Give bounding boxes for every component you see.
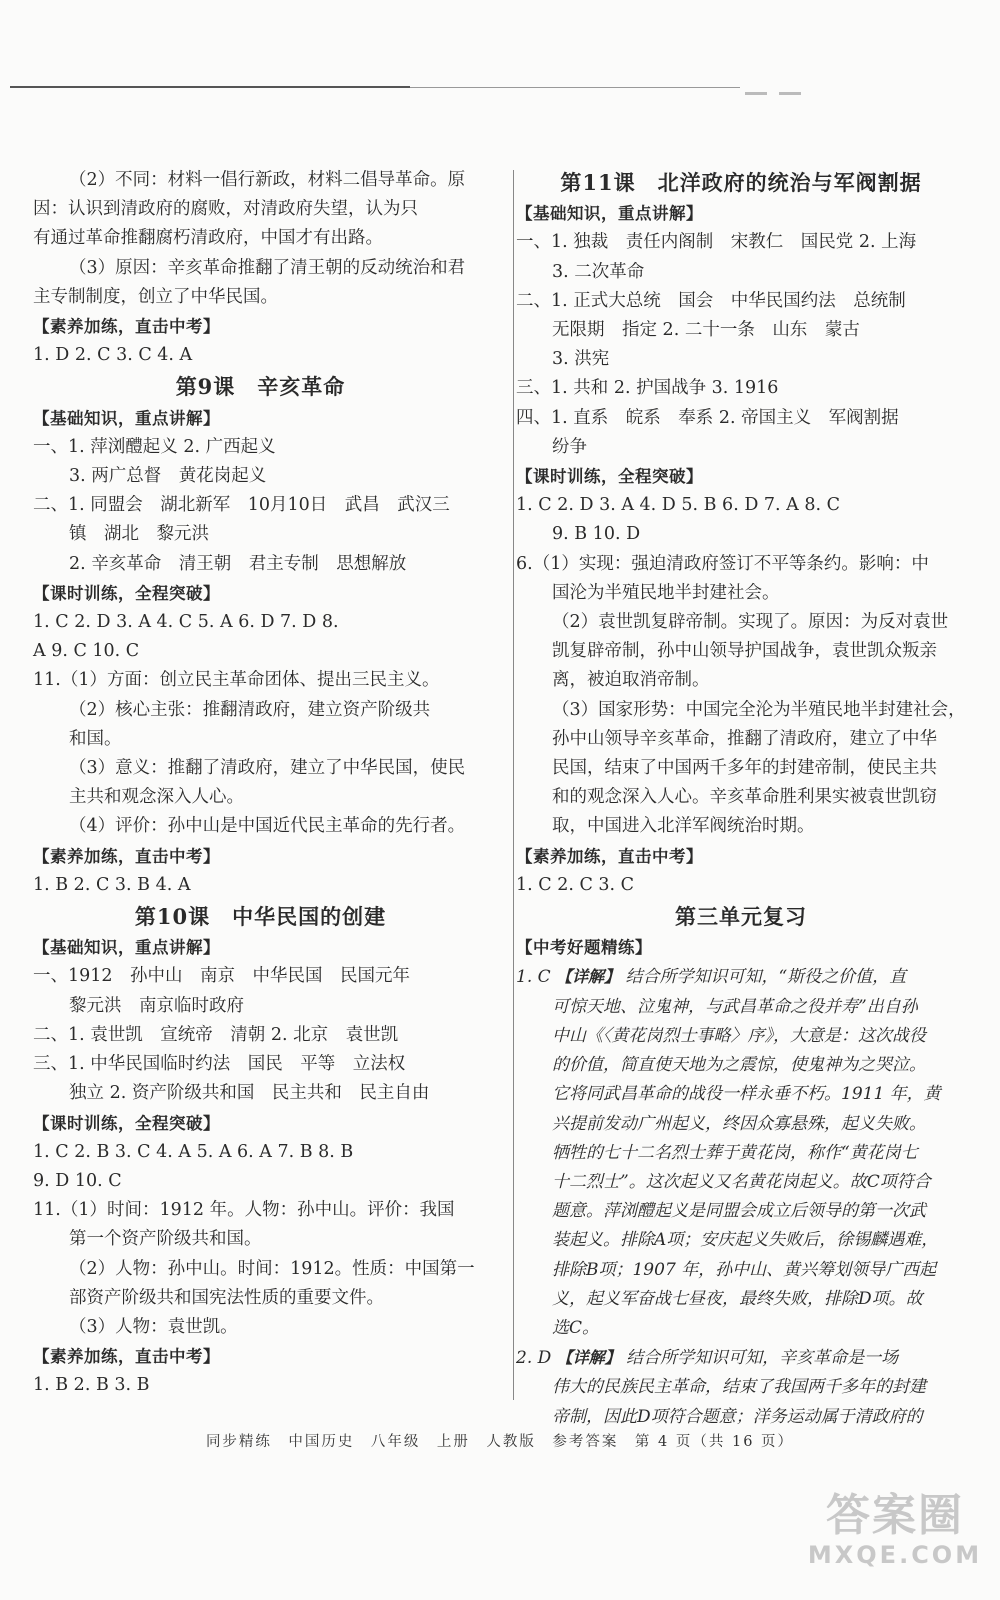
lesson-title: 第9课 辛亥革命 <box>175 374 346 400</box>
lesson-title: 第11课 北洋政府的统治与军阀割据 <box>560 170 922 195</box>
answer-line: 第一个资产阶级共和国。 <box>69 1229 262 1250</box>
explanation-line: 伟大的民族民主革命，结束了我国两千多年的封建 <box>552 1377 926 1398</box>
question-number: 2. D <box>516 1348 552 1369</box>
explanation-line: 装起义。排除A项；安庆起义失败后，徐锡麟遇难， <box>552 1230 939 1251</box>
answer-line: 纷争 <box>552 436 587 457</box>
explanation-line: 的价值，简直使天地为之震惊，使鬼神为之哭泣。 <box>552 1055 926 1076</box>
explanation-line: 选C。 <box>552 1317 600 1338</box>
answer-line: 11.（1）时间：1912 年。人物：孙中山。评价：我国 <box>33 1200 455 1221</box>
explanation-line: 排除B项；1907 年，孙中山、黄兴筹划领导广西起 <box>552 1259 937 1280</box>
answer-line: 一、1912 孙中山 南京 中华民国 民国元年 <box>33 966 411 987</box>
explanation-tag: 【详解】 <box>556 967 621 987</box>
explanation-text: 结合所学知识可知，“斯役之价值，直 <box>625 967 907 988</box>
answer-line: 2. 辛亥革命 清王朝 君主专制 思想解放 <box>69 553 407 574</box>
page-footer: 同步精练 中国历史 八年级 上册 人教版 参考答案 第 4 页（共 16 页） <box>205 1434 795 1450</box>
answer-line: A 9. C 10. C <box>33 641 140 662</box>
answer-line: 1. C 2. D 3. A 4. D 5. B 6. D 7. A 8. C <box>516 495 841 516</box>
answer-line: （3）国家形势：中国完全沦为半殖民地半封建社会， <box>552 699 966 720</box>
column-divider <box>513 170 514 1400</box>
answer-line: 孙中山领导辛亥革命，推翻了清政府，建立了中华 <box>552 728 937 749</box>
answer-line: 和国。 <box>69 728 122 749</box>
answer-line: 一、1. 萍浏醴起义 2. 广西起义 <box>33 436 276 457</box>
answer-line: 1. C 2. C 3. C <box>516 874 635 895</box>
section-heading: 【素养加练，直击中考】 <box>33 317 220 337</box>
watermark-main: 答案圈 <box>826 1490 964 1541</box>
explanation-line: 帝制，因此D项符合题意；洋务运动属于清政府的 <box>552 1406 923 1427</box>
section-heading: 【素养加练，直击中考】 <box>33 846 220 866</box>
answer-line: （3）人物：袁世凯。 <box>69 1316 238 1337</box>
unit-review-title: 第三单元复习 <box>675 904 807 930</box>
explanation-tag: 【详解】 <box>556 1348 621 1368</box>
explanation-text: 结合所学知识可知，辛亥革命是一场 <box>626 1348 899 1369</box>
answer-line: （2）人物：孙中山。时间：1912。性质：中国第一 <box>69 1258 475 1279</box>
answer-line: 民国，结束了中国两千多年的封建帝制，使民主共 <box>552 758 937 779</box>
answer-line: 1. C 2. D 3. A 4. C 5. A 6. D 7. D 8. <box>33 612 339 633</box>
answer-line: 离，被迫取消帝制。 <box>552 670 710 691</box>
explanation-line <box>516 1343 966 1373</box>
answer-line: 1. D 2. C 3. C 4. A <box>33 345 193 366</box>
answer-line: 1. B 2. C 3. B 4. A <box>33 874 191 895</box>
explanation-line: 十二烈士”。这次起义又名黄花岗起义。故C项符合 <box>552 1171 931 1192</box>
answer-line: 因：认识到清政府的腐败，对清政府失望，认为只 <box>33 199 418 220</box>
answer-line: （2）核心主张：推翻清政府，建立资产阶级共 <box>69 699 431 720</box>
answer-line: 6.（1）实现：强迫清政府签订不平等条约。影响：中 <box>516 553 929 574</box>
answer-line: 3. 洪宪 <box>552 349 610 370</box>
answer-line: 3. 两广总督 黄花岗起义 <box>69 466 267 487</box>
watermark-logo <box>795 1490 995 1590</box>
answer-line: （3）原因：辛亥革命推翻了清王朝的反动统治和君 <box>69 257 466 278</box>
answer-line: （3）意义：推翻了清政府，建立了中华民国，使民 <box>69 758 466 779</box>
question-number: 1. C <box>516 967 551 988</box>
explanation-line: 中山《〈黄花岗烈士事略〉序》，大意是：这次战役 <box>552 1025 926 1046</box>
answer-line: （2）不同：材料一倡行新政，材料二倡导革命。原 <box>69 170 466 190</box>
answer-line: 黎元洪 南京临时政府 <box>69 995 244 1016</box>
explanation-line <box>516 962 966 992</box>
answer-line: 9. D 10. C <box>33 1170 122 1191</box>
explanation-line: 它将同武昌革命的战役一样永垂不朽。1911 年，黄 <box>552 1084 941 1105</box>
section-heading: 【基础知识，重点讲解】 <box>516 204 703 224</box>
answer-line: 一、1. 独裁 责任内阁制 宋教仁 国民党 2. 上海 <box>516 232 917 253</box>
answer-line: 和的观念深入人心。辛亥革命胜利果实被袁世凯窃 <box>552 787 937 808</box>
answer-line: 三、1. 共和 2. 护国战争 3. 1916 <box>516 378 779 399</box>
section-heading: 【基础知识，重点讲解】 <box>33 938 220 958</box>
answer-line: 主专制制度，创立了中华民国。 <box>33 286 278 307</box>
answer-line: 国沦为半殖民地半封建社会。 <box>552 582 780 603</box>
answer-line: 主共和观念深入人心。 <box>69 787 244 808</box>
section-heading: 【基础知识，重点讲解】 <box>33 408 220 428</box>
watermark-url: MXQE.COM <box>807 1541 983 1569</box>
explanation-line: 题意。萍浏醴起义是同盟会成立后领导的第一次武 <box>552 1201 926 1222</box>
answer-line: 二、1. 正式大总统 国会 中华民国约法 总统制 <box>516 290 906 311</box>
section-heading: 【素养加练，直击中考】 <box>516 846 703 866</box>
answer-line: 二、1. 同盟会 湖北新军 10月10日 武昌 武汉三 <box>33 495 450 516</box>
left-column <box>33 166 488 1401</box>
answer-line: 四、1. 直系 皖系 奉系 2. 帝国主义 军阀割据 <box>516 407 899 428</box>
section-heading: 【课时训练，全程突破】 <box>33 583 220 603</box>
explanation-line: 义，起义军奋战七昼夜，最终失败，排除D项。故 <box>552 1288 923 1309</box>
answer-line: 3. 二次革命 <box>552 261 645 282</box>
section-heading: 【课时训练，全程突破】 <box>516 467 703 487</box>
answer-line: 三、1. 中华民国临时约法 国民 平等 立法权 <box>33 1054 406 1075</box>
answer-line: 部资产阶级共和国宪法性质的重要文件。 <box>69 1287 384 1308</box>
section-heading: 【素养加练，直击中考】 <box>33 1347 220 1367</box>
right-column <box>516 166 966 1432</box>
header-rule <box>10 86 410 88</box>
explanation-line: 牺牲的七十二名烈士葬于黄花岗，称作“黄花岗七 <box>552 1142 918 1163</box>
header-marks <box>745 80 845 86</box>
section-heading: 【课时训练，全程突破】 <box>33 1113 220 1133</box>
answer-line: 1. B 2. B 3. B <box>33 1375 150 1396</box>
explanation-line: 可惊天地、泣鬼神，与武昌革命之役并寿”出自孙 <box>552 996 918 1017</box>
answer-line: 9. B 10. D <box>552 524 641 545</box>
answer-line: 1. C 2. B 3. C 4. A 5. A 6. A 7. B 8. B <box>33 1141 354 1162</box>
answer-line: （4）评价：孙中山是中国近代民主革命的先行者。 <box>69 816 466 837</box>
explanation-line: 兴提前发动广州起义，终因众寡悬殊，起义失败。 <box>552 1113 926 1134</box>
header-rule-thin <box>410 87 740 88</box>
answer-line: 无限期 指定 2. 二十一条 山东 蒙古 <box>552 320 860 341</box>
answer-line: 11.（1）方面：创立民主革命团体、提出三民主义。 <box>33 670 440 691</box>
lesson-title: 第10课 中华民国的创建 <box>134 904 387 930</box>
answer-line: 镇 湖北 黎元洪 <box>69 524 209 545</box>
answer-line: （2）袁世凯复辟帝制。实现了。原因：为反对袁世 <box>552 612 949 633</box>
section-heading: 【中考好题精练】 <box>516 938 652 958</box>
answer-line: 有通过革命推翻腐朽清政府，中国才有出路。 <box>33 228 383 249</box>
answer-line: 凯复辟帝制，孙中山领导护国战争，袁世凯众叛亲 <box>552 641 937 662</box>
answer-line: 二、1. 袁世凯 宣统帝 清朝 2. 北京 袁世凯 <box>33 1024 399 1045</box>
answer-line: 取，中国进入北洋军阀统治时期。 <box>552 816 815 837</box>
answer-line: 独立 2. 资产阶级共和国 民主共和 民主自由 <box>69 1083 430 1104</box>
